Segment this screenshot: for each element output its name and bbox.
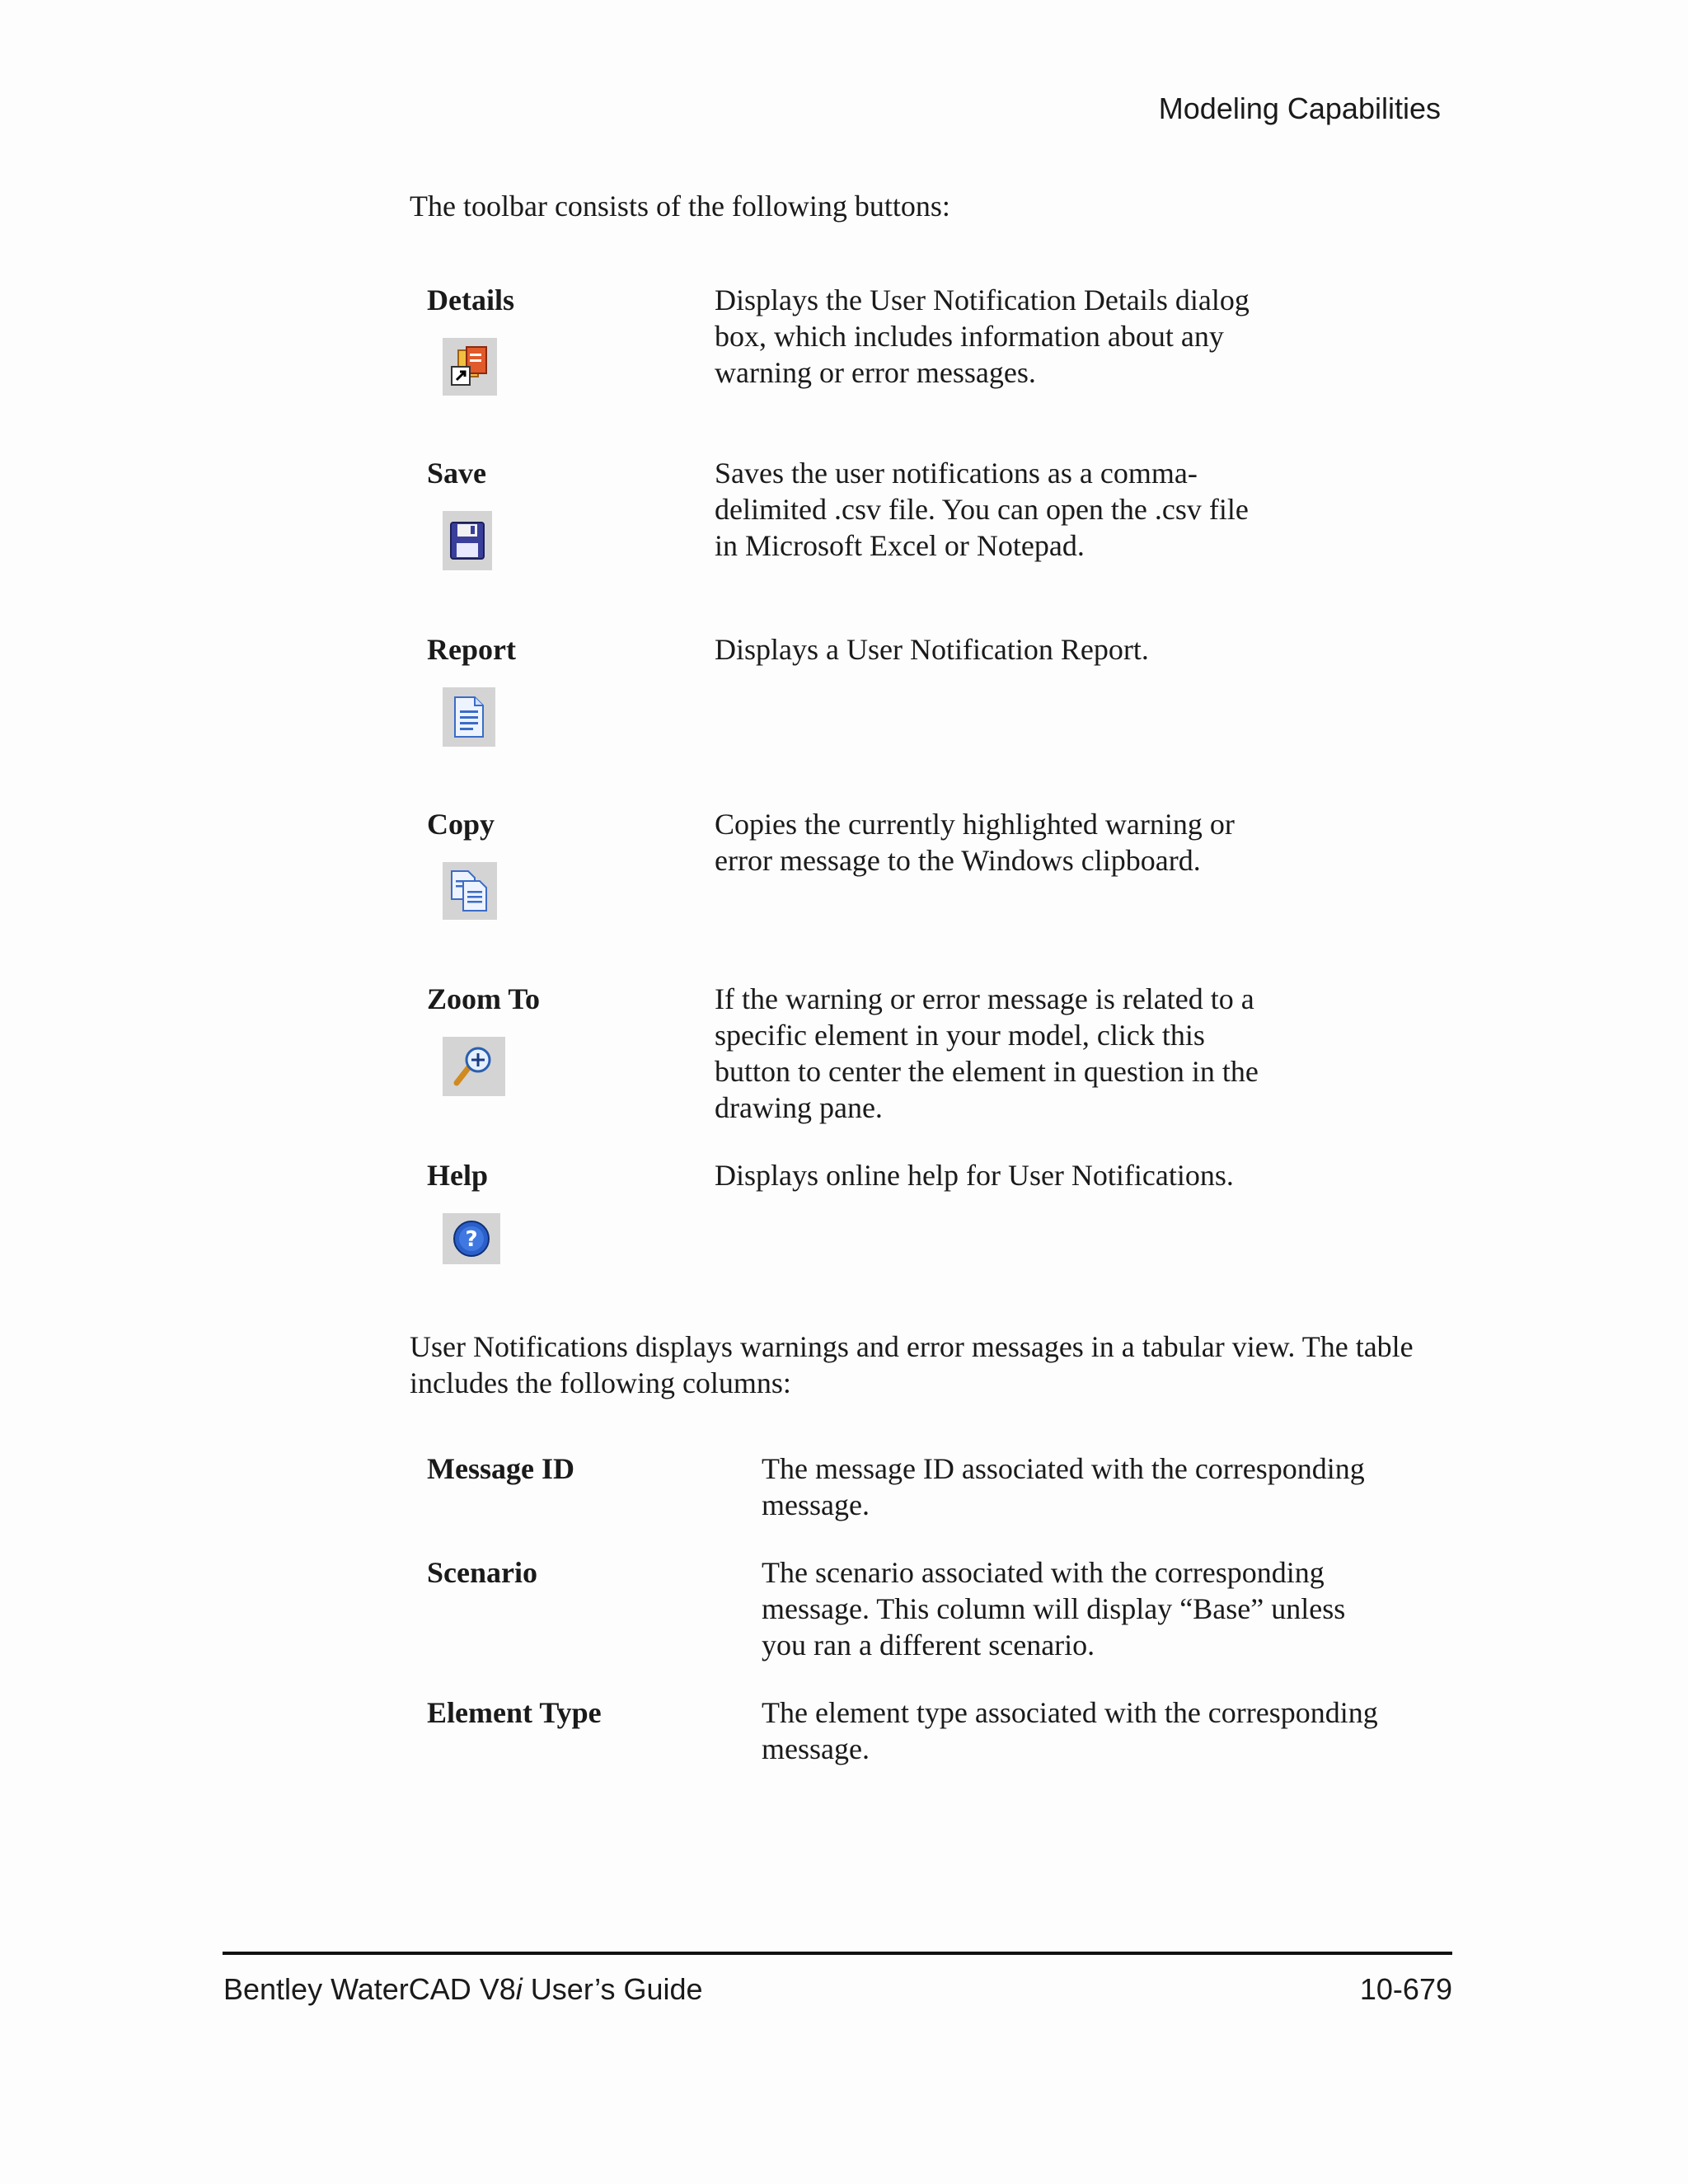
footer-guide-title	[223, 1970, 703, 2009]
tool-name: Report	[427, 633, 516, 666]
column-name: Scenario	[427, 1556, 537, 1589]
details-button[interactable]	[443, 338, 497, 396]
footer-page-number: 10-679	[1359, 1972, 1452, 2006]
tool-description: Displays the User Notification Details dialog box, which includes information about any warning or error messages.	[715, 284, 1250, 389]
details-icon	[447, 344, 493, 390]
tool-description: Saves the user notifications as a comma-delimited .csv file. You can open the .csv file in Microsoft Excel or Notepad.	[715, 457, 1249, 562]
column-description: The message ID associated with the corresponding message.	[762, 1452, 1365, 1521]
tool-name: Copy	[427, 808, 495, 841]
column-name: Message ID	[427, 1452, 574, 1485]
tool-description: Displays online help for User Notifications.	[715, 1159, 1234, 1192]
svg-text:?: ?	[465, 1227, 478, 1252]
column-description: The scenario associated with the corresponding message. This column will display “Base” unless you ran a different scenario.	[762, 1556, 1346, 1661]
guide-title-italic: i	[515, 1972, 523, 2006]
table-intro-text: User Notifications displays warnings and error messages in a tabular view. The table includes the following columns:	[410, 1330, 1414, 1399]
tool-name: Help	[427, 1159, 489, 1192]
save-button[interactable]	[443, 511, 492, 570]
tool-description: Copies the currently highlighted warning or error message to the Windows clipboard.	[715, 808, 1235, 877]
report-document-icon	[450, 694, 488, 740]
page-header-title: Modeling Capabilities	[1158, 91, 1441, 125]
tool-name: Details	[427, 284, 514, 316]
guide-title-suffix: User’s Guide	[522, 1972, 703, 2006]
zoom-to-button[interactable]	[443, 1037, 505, 1096]
copy-button[interactable]	[443, 862, 497, 920]
help-button[interactable]	[443, 1213, 500, 1264]
zoom-in-magnifier-icon	[450, 1043, 498, 1090]
floppy-disk-icon	[448, 520, 486, 561]
tool-name: Zoom To	[427, 982, 541, 1015]
tool-name: Save	[427, 457, 486, 490]
tool-description: If the warning or error message is related to a specific element in your model, click this button to center the element in question in the drawing pane.	[715, 982, 1259, 1124]
column-description: The element type associated with the corresponding message.	[762, 1696, 1378, 1765]
column-name: Element Type	[427, 1696, 602, 1729]
report-button[interactable]	[443, 687, 495, 747]
copy-documents-icon	[448, 868, 491, 914]
tool-description: Displays a User Notification Report.	[715, 633, 1149, 666]
footer-divider	[223, 1952, 1452, 1955]
help-question-icon	[451, 1218, 492, 1259]
guide-title-prefix: Bentley WaterCAD V8	[223, 1972, 516, 2006]
toolbar-intro-text: The toolbar consists of the following buttons:	[410, 190, 950, 223]
